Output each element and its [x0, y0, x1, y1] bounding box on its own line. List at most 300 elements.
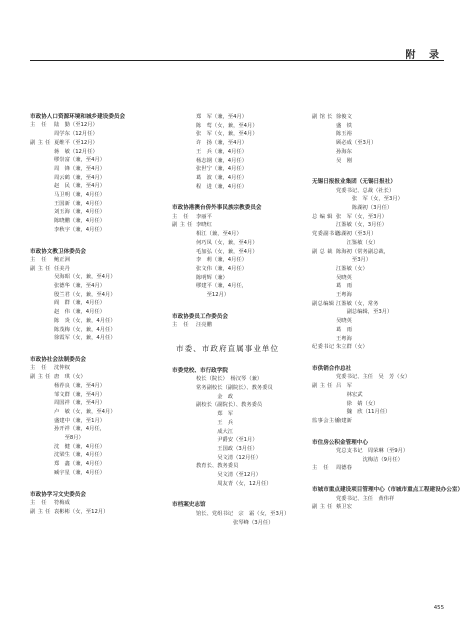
staff-names: 何巧凤（女，兼，至4月）: [196, 239, 258, 246]
staff-names: 沈仲权: [54, 365, 70, 372]
staff-names: 至3月）: [336, 257, 372, 264]
position-indent: [172, 454, 196, 463]
position-indent: [172, 445, 196, 454]
page-number: 455: [433, 605, 444, 611]
position-indent: [312, 157, 336, 166]
staff-names: 馆长、党组书记 宗 霜（女，至3月）: [196, 510, 290, 517]
position-indent: [172, 384, 196, 393]
position-indent: [30, 156, 54, 165]
position-indent: [172, 122, 196, 131]
position-indent: [30, 191, 54, 200]
staff-row: [312, 317, 448, 326]
staff-names: 至12月）: [196, 292, 230, 299]
position-indent: [30, 434, 54, 443]
staff-names: 王粤海: [336, 335, 352, 342]
staff-names: 尹爵安（至1月）: [196, 437, 258, 444]
staff-names: 江鉴敏（女）: [336, 265, 368, 272]
position-indent: [172, 148, 196, 157]
position-indent: [172, 410, 196, 419]
staff-row: [30, 508, 160, 517]
staff-row: [312, 391, 448, 400]
org-section: [30, 113, 160, 235]
staff-names: 王国政（3月任）: [196, 445, 258, 452]
staff-names: 李丽平: [196, 213, 212, 220]
staff-row: [30, 165, 160, 174]
staff-row: [30, 182, 160, 191]
staff-row: [172, 471, 300, 480]
staff-row: [312, 503, 448, 512]
staff-row: [172, 419, 300, 428]
staff-names: 陈茂梅（女，兼，4月任）: [54, 326, 116, 333]
position-indent: [30, 317, 54, 326]
position-indent: [172, 462, 196, 471]
staff-row: [312, 335, 448, 344]
position-indent: [312, 495, 336, 504]
staff-names: 吴文清（12月任）: [196, 454, 262, 461]
staff-row: [312, 256, 448, 265]
staff-row: [172, 393, 300, 402]
header-rule: [30, 60, 444, 61]
staff-row: [30, 208, 160, 217]
position-indent: [172, 130, 196, 139]
staff-row: [172, 510, 300, 519]
staff-row: [30, 156, 160, 165]
staff-names: 鲍正洲: [54, 256, 70, 263]
position-indent: [30, 443, 54, 452]
staff-names: 副校长（副院长）、教务委员: [196, 402, 263, 409]
position-indent: [30, 299, 54, 308]
position-indent: [172, 519, 196, 528]
position-indent: [30, 208, 54, 217]
staff-names: 孙开祥（兼，4月任，: [54, 426, 106, 433]
position-indent: [172, 375, 196, 384]
staff-row: [172, 230, 300, 239]
staff-row: [312, 300, 448, 309]
position-indent: [312, 456, 336, 465]
position-label: 监事会主任: [312, 417, 340, 424]
staff-row: [30, 121, 160, 130]
org-section: [172, 501, 300, 527]
staff-row: [312, 213, 448, 222]
position-indent: [172, 239, 196, 248]
staff-names: 徐俊文: [336, 114, 352, 120]
position-indent: [172, 471, 196, 480]
staff-names: 臧宇星（兼，4月任）: [54, 469, 106, 476]
staff-names: 吴晓英: [336, 318, 352, 325]
staff-names: 陈晓鹏（兼，4月任）: [54, 218, 106, 225]
staff-names: 陈海初（常务副总裁，: [336, 248, 389, 255]
position-indent: [30, 417, 54, 426]
position-indent: [30, 282, 54, 291]
staff-row: [312, 326, 448, 335]
staff-row: [312, 495, 448, 504]
position-label: 副 总 裁: [312, 248, 333, 255]
position-indent: [172, 282, 196, 291]
position-label: 副 主 任: [172, 222, 193, 229]
staff-names: 蒋 敏（12月任）: [54, 148, 98, 155]
staff-row: [172, 410, 300, 419]
staff-names: 吴海昭（女，兼，至4月）: [54, 274, 116, 281]
staff-row: [312, 382, 448, 391]
position-indent: [30, 469, 54, 478]
staff-names: 杨志钢（兼，4月任）: [196, 157, 248, 164]
staff-row: [30, 256, 160, 265]
staff-row: [30, 265, 160, 274]
staff-names: 殷兰君（女，兼，至4月）: [54, 291, 116, 298]
position-label: 主 任: [30, 256, 47, 263]
position-indent: [172, 165, 196, 174]
position-indent: [30, 182, 54, 191]
section-title: 市政协委员工作委员会: [172, 313, 228, 320]
staff-names: 沈梅洁（9月任）: [336, 456, 403, 463]
staff-row: [30, 460, 160, 469]
staff-names: 郑 军: [196, 411, 234, 418]
staff-row: [172, 480, 300, 489]
staff-names: 常务副校长（副院长）、教务委员: [196, 384, 273, 391]
staff-names: 相江（兼，至4月）: [196, 231, 242, 238]
position-indent: [30, 425, 54, 434]
staff-names: 周友青（女，12月任）: [196, 480, 272, 487]
position-indent: [30, 382, 54, 391]
staff-names: 卢 敏（女，兼，至4月）: [54, 408, 116, 415]
staff-row: [30, 174, 160, 183]
org-section: [30, 491, 160, 517]
staff-names: 盛 铁: [336, 122, 352, 129]
position-label: 主 任: [30, 122, 47, 129]
position-indent: [312, 256, 336, 265]
category-heading: 市委、市政府直属事业单位: [176, 343, 280, 353]
section-title: 市政协港澳台侨外事民族宗教委员会: [172, 205, 262, 212]
position-indent: [312, 282, 336, 291]
staff-row: [312, 274, 448, 283]
staff-row: [172, 148, 300, 157]
staff-row: [172, 183, 300, 192]
staff-row: [30, 308, 160, 317]
staff-names: 教育长、教务委员: [196, 463, 239, 470]
staff-row: [30, 373, 160, 382]
staff-row: [30, 399, 160, 408]
staff-names: 王 兵（兼，4月任）: [196, 148, 248, 155]
staff-names: 缪建平（兼，4月任，: [196, 283, 248, 290]
staff-names: 夏维平（至12月）: [54, 139, 98, 146]
position-indent: [172, 230, 196, 239]
staff-names: 陈玉裕: [336, 131, 352, 138]
staff-names: 张 军（女，兼，至4月）: [196, 131, 258, 138]
staff-row: [172, 248, 300, 257]
staff-names: 马卫明（兼，4月任）: [54, 192, 106, 199]
staff-names: 周国祥（兼，至4月）: [54, 400, 106, 407]
staff-names: 蔡卫宏: [336, 504, 352, 511]
position-indent: [172, 265, 196, 274]
staff-row: [30, 326, 160, 335]
position-indent: [30, 130, 54, 139]
section-title: 市供销合作总社: [312, 365, 352, 372]
org-section: [172, 343, 300, 489]
position-indent: [172, 274, 196, 283]
staff-row: [312, 239, 448, 248]
org-section: [312, 178, 448, 352]
staff-row: [172, 274, 300, 283]
staff-row: [312, 204, 448, 213]
staff-names: 徐霞军（女，兼，4月任）: [54, 335, 116, 342]
position-indent: [172, 393, 196, 402]
staff-names: 缪崇富（兼，至4月）: [54, 157, 106, 164]
position-indent: [30, 165, 54, 174]
position-indent: [30, 174, 54, 183]
staff-names: 赵 民（兼，至4月）: [54, 183, 106, 190]
staff-row: [172, 375, 300, 384]
staff-row: [172, 139, 300, 148]
staff-row: [312, 417, 448, 426]
staff-names: 江鉴敏（女）: [336, 239, 379, 246]
staff-names: 程 进（兼，4月任）: [196, 183, 248, 190]
staff-row: [30, 443, 160, 452]
staff-names: 袁彬彬（女，至12月）: [54, 508, 109, 515]
staff-names: 党委书记、总裁（社长）: [336, 187, 395, 194]
staff-names: 成大江: [196, 428, 234, 435]
staff-names: 党委书记、主任 黄伟祥: [336, 495, 395, 502]
staff-row: [30, 334, 160, 343]
staff-row: [30, 417, 160, 426]
staff-row: [172, 519, 300, 528]
staff-row: [30, 200, 160, 209]
position-indent: [172, 113, 196, 122]
staff-row: [312, 282, 448, 291]
staff-names: 赵 伟（兼，4月任）: [54, 309, 106, 316]
staff-names: 张世宁（兼，4月任）: [196, 166, 248, 173]
column-2: [172, 113, 300, 540]
position-label: 纪委书记: [312, 344, 335, 351]
org-section: [312, 486, 464, 512]
position-indent: [172, 139, 196, 148]
staff-row: [172, 113, 300, 122]
staff-row: [312, 230, 448, 239]
staff-names: 顾必成（至3月）: [336, 140, 377, 147]
staff-names: 葛 雨: [336, 326, 352, 333]
position-indent: [312, 447, 336, 456]
position-indent: [312, 274, 336, 283]
staff-row: [172, 221, 300, 230]
position-indent: [312, 326, 336, 335]
position-indent: [312, 335, 336, 344]
staff-row: [312, 148, 448, 157]
position-indent: [30, 451, 54, 460]
org-section: [30, 248, 160, 343]
staff-row: [312, 464, 448, 473]
staff-row: [30, 226, 160, 235]
position-indent: [30, 226, 54, 235]
staff-row: [30, 299, 160, 308]
staff-row: [312, 408, 448, 417]
staff-row: [30, 382, 160, 391]
staff-names: 吴 刚: [336, 157, 352, 164]
staff-names: 许 扬（兼，至4月）: [196, 140, 248, 147]
position-indent: [312, 130, 336, 139]
staff-names: 吕 军: [336, 383, 352, 390]
position-indent: [172, 157, 196, 166]
staff-names: 邹文群（兼，至4月）: [54, 391, 106, 398]
position-indent: [30, 200, 54, 209]
position-indent: [30, 391, 54, 400]
staff-row: [312, 291, 448, 300]
staff-names: 党总支书记 周荣琳（至9月）: [336, 448, 409, 455]
position-indent: [30, 148, 54, 157]
position-indent: [30, 399, 54, 408]
position-indent: [30, 334, 54, 343]
staff-names: 朱立群（女）: [336, 344, 368, 351]
staff-row: [312, 308, 448, 317]
staff-names: 毛加弘（女，兼，至4月）: [196, 248, 258, 255]
position-label: 副 主 任: [312, 504, 333, 511]
position-indent: [172, 291, 196, 300]
staff-row: [312, 373, 448, 382]
staff-names: 周云鹤（兼，至4月）: [54, 174, 106, 181]
staff-row: [312, 187, 448, 196]
staff-row: [172, 462, 300, 471]
org-section: [312, 365, 448, 426]
column-3: [312, 113, 464, 525]
staff-names: 林宏武: [336, 391, 363, 398]
position-label: 副 主 任: [30, 139, 51, 146]
staff-names: 沈梁生（兼，4月任）: [54, 452, 106, 459]
staff-row: [172, 454, 300, 463]
position-label: 党委副书记: [312, 231, 340, 238]
position-indent: [30, 291, 54, 300]
staff-row: [312, 400, 448, 409]
staff-row: [30, 434, 160, 443]
position-indent: [172, 183, 196, 192]
staff-names: 至8月）: [54, 435, 84, 442]
staff-names: 陈湖初（3月任）: [336, 205, 393, 212]
staff-names: 任美丹: [54, 265, 70, 272]
position-label: 总 编 辑: [312, 213, 333, 220]
staff-row: [30, 282, 160, 291]
staff-row: [312, 248, 448, 257]
org-section: [312, 113, 448, 165]
staff-names: 陈明辉（兼）: [196, 274, 228, 281]
position-label: 主 任: [172, 322, 189, 329]
staff-names: 周德春: [336, 465, 352, 472]
position-indent: [172, 401, 196, 410]
staff-names: 唐 琪（女）: [54, 374, 86, 381]
staff-names: 王 兵: [196, 419, 234, 426]
staff-names: 副总编辑，至3月）: [336, 309, 393, 316]
staff-row: [172, 174, 300, 183]
position-indent: [312, 400, 336, 409]
position-indent: [172, 174, 196, 183]
staff-row: [312, 113, 448, 122]
staff-names: 李晓红: [196, 222, 212, 229]
staff-row: [312, 122, 448, 131]
section-title: 市政协学习文史委员会: [30, 491, 86, 498]
staff-names: 张 军（女，至3月）: [336, 213, 388, 220]
position-indent: [172, 428, 196, 437]
section-title: 市政协文教卫体委员会: [30, 248, 86, 255]
staff-names: 沈 健（兼，4月任）: [54, 443, 106, 450]
staff-names: 江鉴敏（女，3月任）: [336, 222, 388, 229]
position-indent: [30, 460, 54, 469]
section-title: 无锡日报报业集团（无锡日报社）: [312, 179, 396, 186]
staff-row: [172, 401, 300, 410]
position-label: 主 任: [172, 213, 189, 220]
staff-names: 汪亮鹏: [196, 322, 212, 329]
position-indent: [30, 408, 54, 417]
staff-row: [30, 191, 160, 200]
staff-names: 葛 波（兼，4月任）: [196, 174, 248, 181]
staff-row: [30, 364, 160, 373]
section-title: 市委党校、市行政学院: [172, 367, 228, 374]
org-section: [172, 113, 300, 191]
staff-row: [172, 282, 300, 291]
position-label: 副 馆 长: [312, 114, 333, 120]
staff-names: 吴晓英: [336, 274, 352, 281]
staff-names: 杨荐良（兼，至4月）: [54, 382, 106, 389]
staff-row: [312, 447, 448, 456]
staff-names: 魏 欣（11月任）: [336, 409, 391, 416]
position-indent: [312, 373, 336, 382]
position-indent: [312, 187, 336, 196]
position-indent: [172, 510, 196, 519]
staff-row: [312, 343, 448, 352]
column-1: [30, 113, 160, 529]
position-indent: [172, 248, 196, 257]
staff-row: [312, 157, 448, 166]
staff-row: [30, 499, 160, 508]
section-title: 市住房公积金管理中心: [312, 439, 368, 446]
position-indent: [172, 256, 196, 265]
staff-row: [312, 195, 448, 204]
staff-row: [30, 273, 160, 282]
staff-row: [172, 445, 300, 454]
staff-names: 盛建中（兼，至1月）: [54, 417, 106, 424]
staff-row: [172, 122, 300, 131]
staff-names: 党委书记、主任 吴 芳（女）: [336, 374, 411, 381]
staff-row: [172, 384, 300, 393]
org-section: [312, 439, 448, 474]
staff-row: [172, 291, 300, 300]
staff-names: 张琴峰（3月任）: [196, 519, 274, 526]
position-indent: [312, 317, 336, 326]
position-indent: [312, 291, 336, 300]
position-indent: [312, 391, 336, 400]
staff-row: [172, 265, 300, 274]
staff-row: [312, 265, 448, 274]
staff-names: 张德华（兼，至4月）: [54, 283, 106, 290]
staff-row: [30, 391, 160, 400]
staff-names: 郑 军（兼，至4月）: [196, 114, 248, 120]
position-indent: [30, 326, 54, 335]
section-title: 市档案史志馆: [172, 502, 206, 509]
staff-names: 张文伟（兼，4月任）: [196, 265, 248, 272]
staff-row: [312, 130, 448, 139]
staff-names: 李秋宇（兼，4月任）: [54, 226, 106, 233]
staff-names: 金 政: [196, 393, 234, 400]
position-indent: [312, 239, 336, 248]
section-title: 市城市重点建设项目管理中心（市城市重点工程建设办公室）: [312, 487, 464, 494]
staff-row: [30, 317, 160, 326]
staff-row: [312, 221, 448, 230]
staff-names: 陈湖初（至3月）: [336, 231, 377, 238]
position-label: 主 任: [312, 465, 329, 472]
staff-row: [30, 451, 160, 460]
staff-row: [30, 217, 160, 226]
staff-names: 王国新（兼，4月任）: [54, 200, 106, 207]
position-label: 副 主 任: [30, 374, 51, 381]
staff-names: 刘玉海（兼，4月任）: [54, 209, 106, 216]
staff-row: [30, 139, 160, 148]
position-indent: [312, 148, 336, 157]
staff-row: [172, 436, 300, 445]
